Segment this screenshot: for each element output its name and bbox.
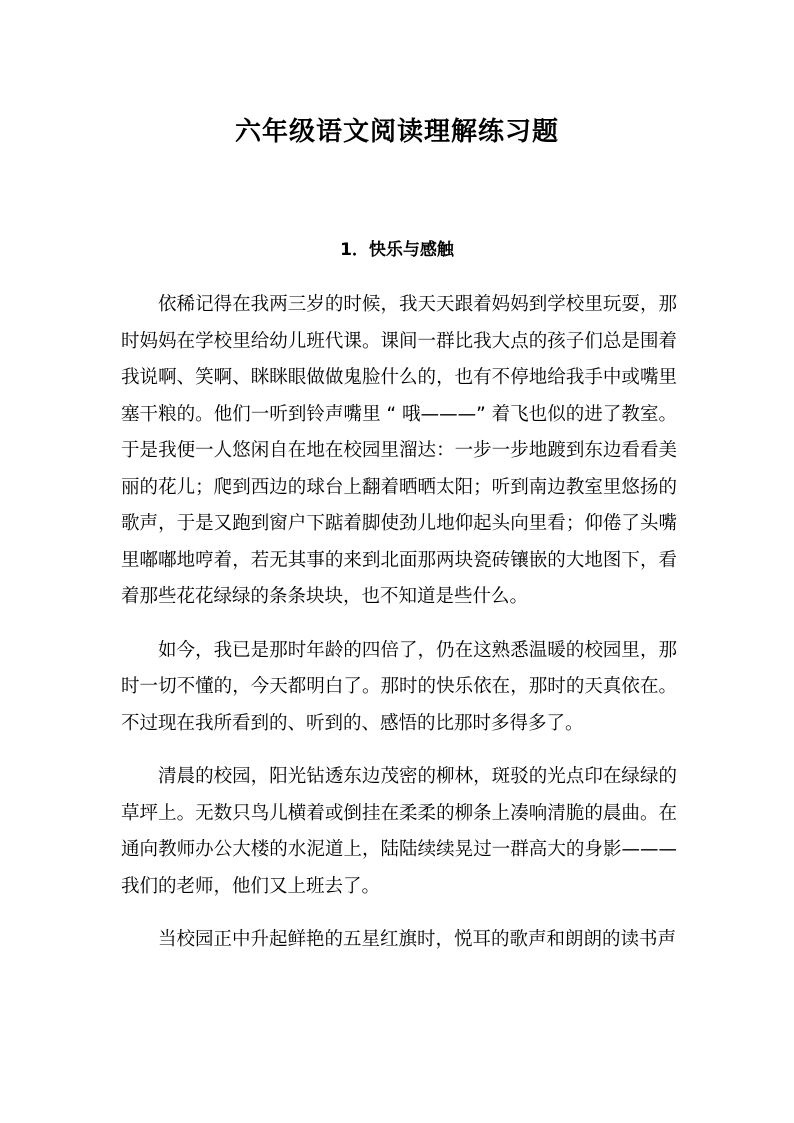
section-title: 1．快乐与感触	[340, 240, 454, 260]
article-body	[121, 287, 677, 976]
paragraph: 清晨的校园，阳光钻透东边茂密的柳林，斑驳的光点印在绿绿的草坪上。无数只鸟儿横着或倒挂在柔柔的柳条上凑响清脆的晨曲。在通向教师办公大楼的水泥道上，陆陆续续晃过一群高大的身影———我们的老师，他们又上班去了。	[121, 766, 677, 897]
paragraph: 依稀记得在我两三岁的时候，我天天跟着妈妈到学校里玩耍，那时妈妈在学校里给幼儿班代课。课间一群比我大点的孩子们总是围着我说啊、笑啊、眯眯眼做做鬼脸什么的，也有不停地给我手中或嘴里塞干粮的。他们一听到铃声嘴里 “ 哦———” 着飞也似的进了教室。于是我便一人悠闲自在地在校园里溜达：一步一步地踱到东边看看美丽的花儿；爬到西边的球台上翻着晒晒太阳；听到南边教室里悠扬的歌声，于是又跑到窗户下踮着脚使劲儿地仰起头向里看；仰倦了头嘴里嘟嘟地哼着，若无其事的来到北面那两块瓷砖镶嵌的大地图下，看着那些花花绿绿的条条块块，也不知道是些什么。	[121, 294, 677, 607]
document-title: 六年级语文阅读理解练习题	[234, 117, 559, 147]
paragraph: 当校园正中升起鲜艳的五星红旗时，悦耳的歌声和朗朗的读书声	[158, 929, 677, 950]
paragraph: 如今，我已是那时年龄的四倍了，仍在这熟悉温暖的校园里，那时一切不懂的，今天都明白了。那时的快乐依在，那时的天真依在。不过现在我所看到的、听到的、感悟的比那时多得多了。	[121, 639, 677, 734]
